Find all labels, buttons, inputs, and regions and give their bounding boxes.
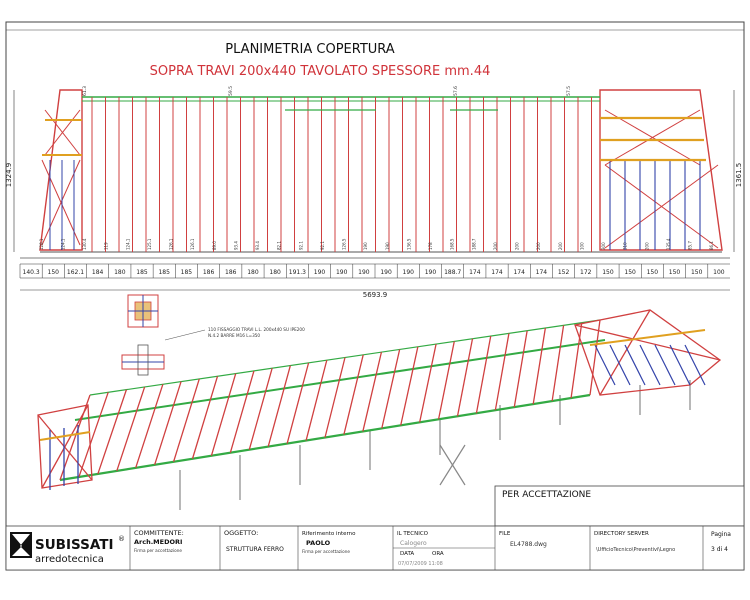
span-label: 180 xyxy=(114,269,126,276)
top-label-row xyxy=(82,86,572,96)
total-width-label: 5693.9 xyxy=(362,291,388,299)
span-label: 172 xyxy=(580,269,592,276)
span-label: 150 xyxy=(668,269,681,276)
perspective-rafter xyxy=(117,387,145,471)
firma-label-2: Firma per accettazione xyxy=(302,549,350,554)
logo-sub: arredotecnica xyxy=(35,554,104,565)
right-bay-blue xyxy=(610,160,700,250)
acceptance-label: PER ACCETTAZIONE xyxy=(502,490,592,500)
span-label: 152 xyxy=(557,269,570,276)
right-end-blue-line xyxy=(610,345,630,385)
plan-rafters xyxy=(92,97,592,252)
perspective-rafter xyxy=(344,355,363,435)
inner-label: 89.0 xyxy=(211,241,217,250)
left-bay-blue xyxy=(50,160,74,250)
file-value: EL4788.dwg xyxy=(510,541,547,548)
dir-value: \UfficioTecnico\Preventivi\Legno xyxy=(596,547,676,553)
inner-label: 188.7 xyxy=(471,238,477,250)
oggetto-label: OGGETTO: xyxy=(224,529,259,537)
inner-label: 92.1 xyxy=(319,241,325,250)
perspective-rafter xyxy=(458,339,473,417)
span-label: 190 xyxy=(402,269,415,276)
inner-label: 178 xyxy=(428,242,434,250)
top-label: 59.5 xyxy=(229,85,234,96)
span-label: 191.3 xyxy=(288,269,306,276)
perspective-rafter xyxy=(420,344,436,422)
inner-label: 190 xyxy=(384,242,390,250)
span-label: 190 xyxy=(380,269,392,276)
right-end-blue-line xyxy=(640,345,660,385)
dir-label: DIRECTORY SERVER xyxy=(594,531,649,537)
inner-label: 200 xyxy=(644,242,650,250)
span-label: 190 xyxy=(313,269,326,276)
inner-label: 124.1 xyxy=(60,238,66,250)
span-label: 190 xyxy=(335,269,348,276)
inner-label: 125.1 xyxy=(146,238,152,250)
inner-label: 168.5 xyxy=(449,238,455,250)
perspective-rafter xyxy=(514,331,527,407)
span-label: 180 xyxy=(247,269,259,276)
perspective-rafter xyxy=(533,328,545,404)
perspective-rafter xyxy=(495,333,509,410)
span-label-row xyxy=(20,264,725,278)
right-end-blue-line xyxy=(655,345,675,385)
firma-label-1: Firma per accettazione xyxy=(134,548,182,553)
inner-label: 200 xyxy=(536,242,542,250)
perspective-rafter xyxy=(363,352,382,431)
span-label: 185 xyxy=(136,269,148,276)
plan-outline-right xyxy=(600,90,722,250)
span-label: 150 xyxy=(602,269,614,276)
right-end-blue-line xyxy=(595,345,615,385)
inner-label: 300 xyxy=(601,242,607,250)
perspective-rafter xyxy=(306,360,327,440)
perspective-rafter xyxy=(249,368,272,449)
right-end-blue-line xyxy=(685,345,705,385)
inner-label: 92.1 xyxy=(298,241,304,250)
inner-label: 200 xyxy=(557,242,563,250)
perspective-rafter xyxy=(476,336,490,413)
span-label: 174 xyxy=(535,269,548,276)
span-label: 180 xyxy=(269,269,281,276)
rif-value: PAOLO xyxy=(306,539,331,547)
span-label: 174 xyxy=(469,269,481,276)
logo-mark: ® xyxy=(118,535,125,543)
top-label: 61.3 xyxy=(83,85,88,96)
span-label: 150 xyxy=(47,269,60,276)
perspective-rafter xyxy=(230,371,254,453)
span-label: 174 xyxy=(513,269,525,276)
inner-label-row xyxy=(39,238,714,250)
logo-name: SUBISSATI xyxy=(35,537,114,553)
inner-label: 135.4 xyxy=(665,238,671,250)
right-bay-orange xyxy=(600,118,706,160)
perspective-rafter xyxy=(136,384,163,468)
perspective-rafters xyxy=(60,320,600,480)
span-label: 150 xyxy=(646,269,659,276)
left-end-orange xyxy=(40,432,90,440)
pagina-value: 3 di 4 xyxy=(711,546,728,553)
tecnico-label: IL TECNICO xyxy=(397,531,429,537)
data-value: 07/07/2009 11:08 xyxy=(398,561,443,567)
inner-label: 124.1 xyxy=(125,238,131,250)
connection-detail xyxy=(122,295,205,375)
inner-label: 126.1 xyxy=(190,238,196,250)
span-label: 188.7 xyxy=(444,269,462,276)
data-label: DATA xyxy=(400,551,415,557)
span-label: 190 xyxy=(358,269,370,276)
inner-label: 126.1 xyxy=(168,238,174,250)
inner-label: 93.4 xyxy=(255,241,261,250)
tecnico-value: Calogero xyxy=(400,540,427,547)
committente-label: COMMITTENTE: xyxy=(134,529,184,537)
inner-label: 310 xyxy=(622,242,628,250)
perspective-rafter xyxy=(287,363,308,444)
span-label: 100 xyxy=(713,269,725,276)
perspective-rafter xyxy=(439,341,455,419)
top-label: 57.6 xyxy=(454,85,459,96)
detail-note-line2: N.4.2 BARRE M16 L=350 xyxy=(208,333,261,338)
inner-label: 136.5 xyxy=(406,238,412,250)
inner-label: 85.7 xyxy=(687,241,693,250)
span-label: 184 xyxy=(91,269,104,276)
company-logo xyxy=(10,532,32,558)
committente-value: Arch.MEDORI xyxy=(134,538,183,546)
span-label: 190 xyxy=(424,269,437,276)
inner-label: 86.1 xyxy=(709,241,715,250)
span-label: 185 xyxy=(180,269,193,276)
perspective-view xyxy=(38,310,720,510)
span-label: 150 xyxy=(690,269,703,276)
perspective-rafter xyxy=(382,349,400,428)
span-label: 150 xyxy=(624,269,636,276)
drawing-title: PLANIMETRIA COPERTURA xyxy=(225,42,395,57)
plan-view xyxy=(5,86,743,299)
span-label: 186 xyxy=(225,269,237,276)
inner-label: 126.5 xyxy=(341,238,347,250)
perspective-rafter xyxy=(552,325,563,401)
perspective-rafter xyxy=(268,366,290,447)
span-label: 162.1 xyxy=(66,269,85,276)
height-left-label: 1324.9 xyxy=(5,162,13,188)
inner-label: 93.4 xyxy=(233,241,239,250)
drawing-subtitle: SOPRA TRAVI 200x440 TAVOLATO SPESSORE mm.44 xyxy=(149,64,491,79)
right-end-blue xyxy=(595,345,705,385)
perspective-rafter xyxy=(401,347,418,426)
inner-label: 130.4 xyxy=(82,238,88,250)
perspective-rafter xyxy=(79,392,108,477)
ora-label: ORA xyxy=(432,551,444,557)
perspective-rafter xyxy=(98,390,127,474)
inner-label: 200 xyxy=(492,242,498,250)
right-end-frame xyxy=(575,310,720,395)
right-end-blue-line xyxy=(625,345,645,385)
span-label: 186 xyxy=(202,269,215,276)
span-label: 185 xyxy=(158,269,170,276)
inner-label: 119 xyxy=(103,242,109,250)
rif-label: Riferimento interno xyxy=(302,531,356,537)
perspective-rafter xyxy=(325,358,345,438)
span-label: 140.3 xyxy=(22,269,40,276)
height-right-label: 1361.5 xyxy=(735,162,743,188)
inner-label: 200 xyxy=(514,242,520,250)
top-label: 57.5 xyxy=(567,85,572,96)
right-bay-bracing xyxy=(605,110,718,248)
inner-label: 82.1 xyxy=(276,241,282,250)
oggetto-value: STRUTTURA FERRO xyxy=(226,546,284,553)
inner-label: 128.1 xyxy=(38,238,44,250)
perspective-rafter xyxy=(571,323,582,398)
span-label: 174 xyxy=(491,269,503,276)
file-label: FILE xyxy=(499,531,511,537)
inner-label: 190 xyxy=(363,242,369,250)
inner-label: 100 xyxy=(579,242,585,250)
detail-note-line1: 110 FISSAGGIO TRAVI L.L. 200x440 SU IPE200 xyxy=(208,327,305,332)
pagina-label: Pagina xyxy=(711,531,731,538)
